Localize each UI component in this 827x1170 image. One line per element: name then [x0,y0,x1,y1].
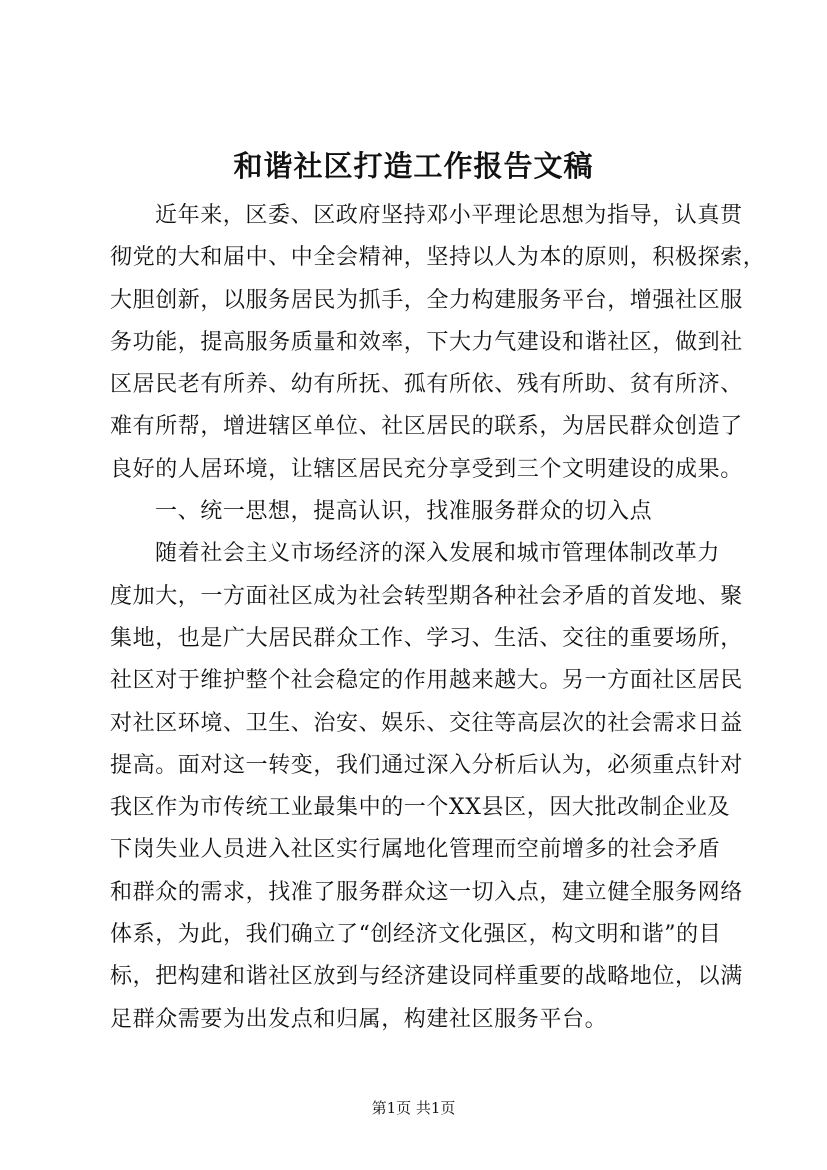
paragraph-line: 区居民老有所养、幼有所抚、孤有所依、残有所助、贫有所济、 [110,372,743,398]
paragraph-line: 随着社会主义市场经济的深入发展和城市管理体制改革力 [155,541,721,567]
paragraph-line: 足群众需要为出发点和归属，构建社区服务平台。 [110,1006,608,1032]
document-body [110,195,766,1041]
paragraph-line: 近年来，区委、区政府坚持邓小平理论思想为指导，认真贯 [155,203,743,228]
paragraph-line: 社区对于维护整个社会稳定的作用越来越大。另一方面社区居民 [110,668,743,694]
paragraph-line: 体系，为此，我们确立了“创经济文化强区，构文明和谐”的目 [110,922,722,948]
section-heading: 一、统一思想，提高认识，找准服务群众的切入点 [155,499,653,525]
paragraph-line: 度加大，一方面社区成为社会转型期各种社会矛盾的首发地、聚 [110,583,743,609]
paragraph-line: 彻党的大和届中、中全会精神，坚持以人为本的原则，积极探索， [110,245,766,271]
paragraph-line: 大胆创新，以服务居民为抓手，全力构建服务平台，增强社区服 [110,287,743,313]
document-title: 和谐社区打造工作报告文稿 [233,149,594,183]
paragraph-line: 下岗失业人员进入社区实行属地化管理而空前增多的社会矛盾 [110,837,721,863]
paragraph-line: 和群众的需求，找准了服务群众这一切入点，建立健全服务网络 [110,879,743,905]
paragraph-line: 集地，也是广大居民群众工作、学习、生活、交往的重要场所， [110,625,743,651]
paragraph-line: 务功能，提高服务质量和效率，下大力气建设和谐社区，做到社 [110,329,743,355]
paragraph-line: 难有所帮，增进辖区单位、社区居民的联系，为居民群众创造了 [110,414,743,440]
paragraph-line: 标，把构建和谐社区放到与经济建设同样重要的战略地位，以满 [110,964,743,990]
paragraph-line: 对社区环境、卫生、治安、娱乐、交往等高层次的社会需求日益 [110,710,743,736]
paragraph-line: 提高。面对这一转变，我们通过深入分析后认为，必须重点针对 [110,752,743,778]
paragraph-line: 良好的人居环境，让辖区居民充分享受到三个文明建设的成果。 [110,456,743,482]
page-number-footer: 第1页 共1页 [371,1099,456,1117]
paragraph-line: 我区作为市传统工业最集中的一个XX县区，因大批改制企业及 [110,795,731,821]
